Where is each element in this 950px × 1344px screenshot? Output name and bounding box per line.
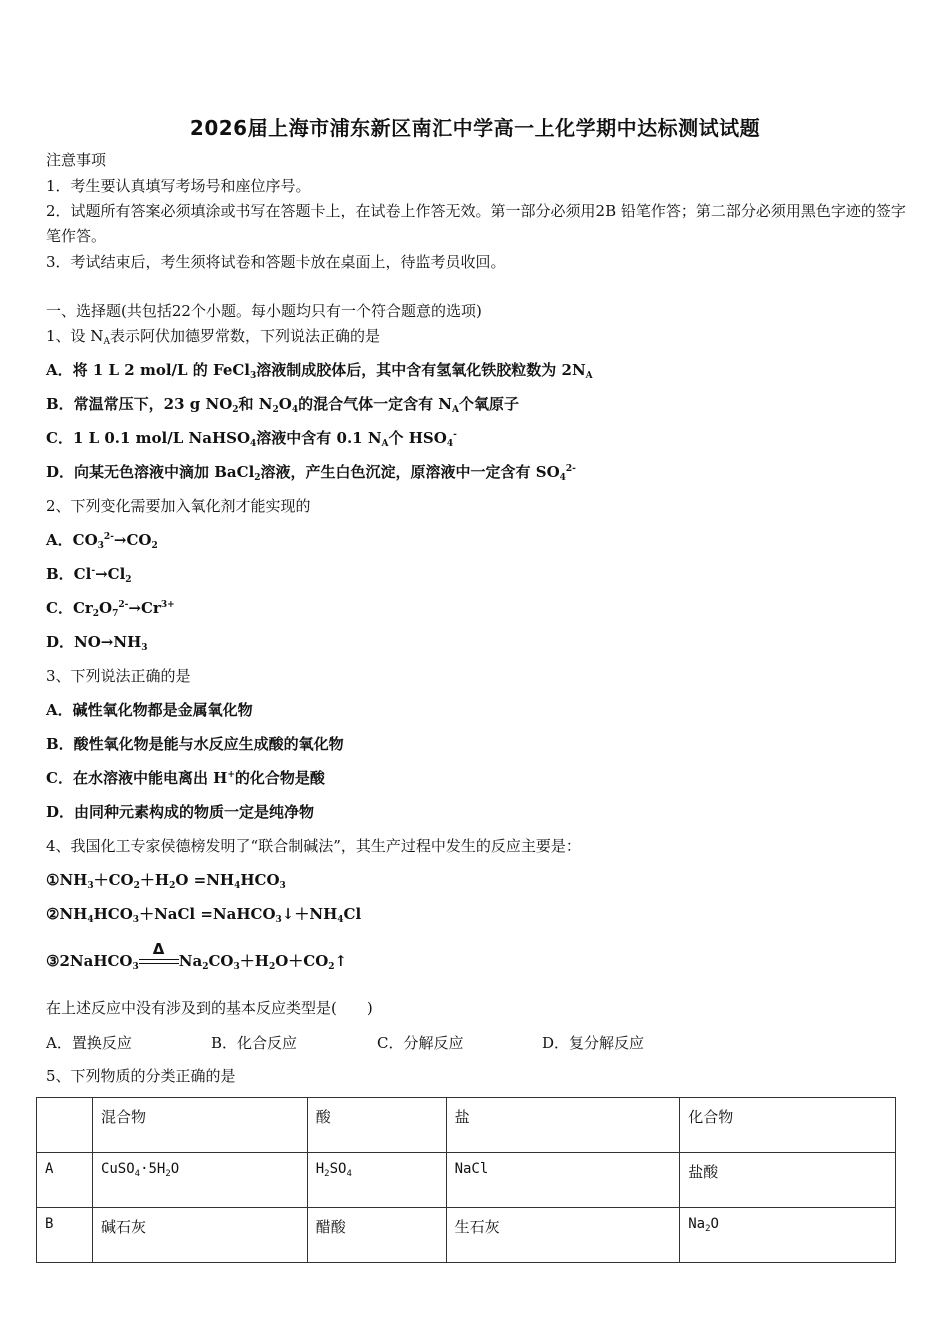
reaction-1: $①NH_3+CO_2+H_2O =NH_4HCO_3$ (46, 871, 286, 891)
question-2-stem: 2、下列变化需要加入氧化剂才能实现的 (46, 497, 311, 515)
table-header-cell: 化合物 (680, 1098, 896, 1153)
table-cell: $H_2SO_4$ (307, 1153, 446, 1208)
reaction-3: ③2NaHCO$_3$ Δ $Na_2CO_3+H_2O+CO_2↑$ (46, 940, 348, 972)
question-4-prompt: 在上述反应中没有涉及到的基本反应类型是( ) (46, 999, 373, 1017)
classification-table (36, 1097, 896, 1263)
table-row[interactable] (37, 1208, 896, 1263)
question-2-option-b[interactable]: B．$Cl^-\to Cl_2$ (46, 565, 132, 585)
question-4-option-a[interactable]: A．置换反应 (46, 1034, 132, 1052)
question-3-option-d[interactable]: D．由同种元素构成的物质一定是纯净物 (46, 803, 315, 821)
table-cell: 碱石灰 (92, 1208, 307, 1263)
question-2-option-a[interactable]: A．$CO_3^{2-}\to CO_2$ (46, 531, 158, 551)
heat-equals-sign (139, 940, 179, 969)
table-cell: B (37, 1208, 93, 1263)
table-cell: 生石灰 (446, 1208, 680, 1263)
question-1-option-d[interactable]: D．向某无色溶液中滴加 BaCl$_2$溶液，产生白色沉淀，原溶液中一定含有 $SO_4^{2-}$ (46, 463, 576, 483)
table-cell: $Na_2O$ (680, 1208, 896, 1263)
question-4-option-b[interactable]: B．化合反应 (211, 1034, 298, 1052)
question-3-option-b[interactable]: B．酸性氧化物是能与水反应生成酸的氧化物 (46, 735, 344, 753)
table-header-cell: 混合物 (92, 1098, 307, 1153)
table-row[interactable] (37, 1153, 896, 1208)
question-1-option-a[interactable]: A．将 1 L 2 mol/L 的 FeCl$_3$溶液制成胶体后，其中含有氢氧化铁胶粒数为 $2N_A$ (46, 361, 593, 381)
question-4-option-d[interactable]: D．复分解反应 (542, 1034, 645, 1052)
table-cell: NaCl (446, 1153, 680, 1208)
question-5-stem: 5、下列物质的分类正确的是 (46, 1067, 236, 1085)
notice-item-3: 3．考试结束后，考生须将试卷和答题卡放在桌面上，待监考员收回。 (46, 253, 506, 271)
notice-heading: 注意事项 (46, 151, 107, 169)
question-1-option-c[interactable]: C．1 L 0.1 mol/L NaHSO$_4$溶液中含有 0.1 $N_A$个 $HSO_4^-$ (46, 429, 457, 449)
notice-item-2: 2．试题所有答案必须填涂或书写在答题卡上，在试卷上作答无效。第一部分必须用2B 铅笔作答；第二部分必须用黑色字迹的签字笔作答。 (46, 202, 906, 245)
table-cell: A (37, 1153, 93, 1208)
question-2-option-c[interactable]: C．$Cr_2O_7^{2-}\to Cr^{3+}$ (46, 599, 175, 619)
table-header-cell (37, 1098, 93, 1153)
page-title: 2026届上海市浦东新区南汇中学高一上化学期中达标测试试题 (189, 116, 761, 140)
question-3-stem: 3、下列说法正确的是 (46, 667, 191, 685)
section-heading: 一、选择题(共包括22个小题。每小题均只有一个符合题意的选项) (46, 302, 482, 320)
table-cell: $CuSO_4\cdot 5H_2O$ (92, 1153, 307, 1208)
question-4-stem: 4、我国化工专家侯德榜发明了“联合制碱法”，其生产过程中发生的反应主要是： (46, 837, 581, 855)
question-3-option-a[interactable]: A．碱性氧化物都是金属氧化物 (46, 701, 253, 719)
delta-icon: Δ (152, 940, 165, 958)
question-4-option-c[interactable]: C．分解反应 (377, 1034, 464, 1052)
notice-item-1: 1．考生要认真填写考场号和座位序号。 (46, 177, 311, 195)
question-1-stem: 1、设 $N_A$表示阿伏加德罗常数，下列说法正确的是 (46, 327, 380, 347)
question-3-option-c[interactable]: C．在水溶液中能电离出 H+的化合物是酸 (46, 769, 325, 787)
reaction-2: $②NH_4HCO_3+NaCl$ $=NaHCO_3↓+NH_4Cl$ (46, 905, 362, 925)
question-1-option-b[interactable]: B．常温常压下，23 g $NO_2$和 $N_2O_4$的混合气体一定含有 $N_A$个氧原子 (46, 395, 520, 415)
table-header-cell: 酸 (307, 1098, 446, 1153)
table-header-cell: 盐 (446, 1098, 680, 1153)
table-header-row (37, 1098, 896, 1153)
table-cell: 醋酸 (307, 1208, 446, 1263)
question-2-option-d[interactable]: D．$NO\to NH_3$ (46, 633, 148, 653)
table-cell: 盐酸 (680, 1153, 896, 1208)
